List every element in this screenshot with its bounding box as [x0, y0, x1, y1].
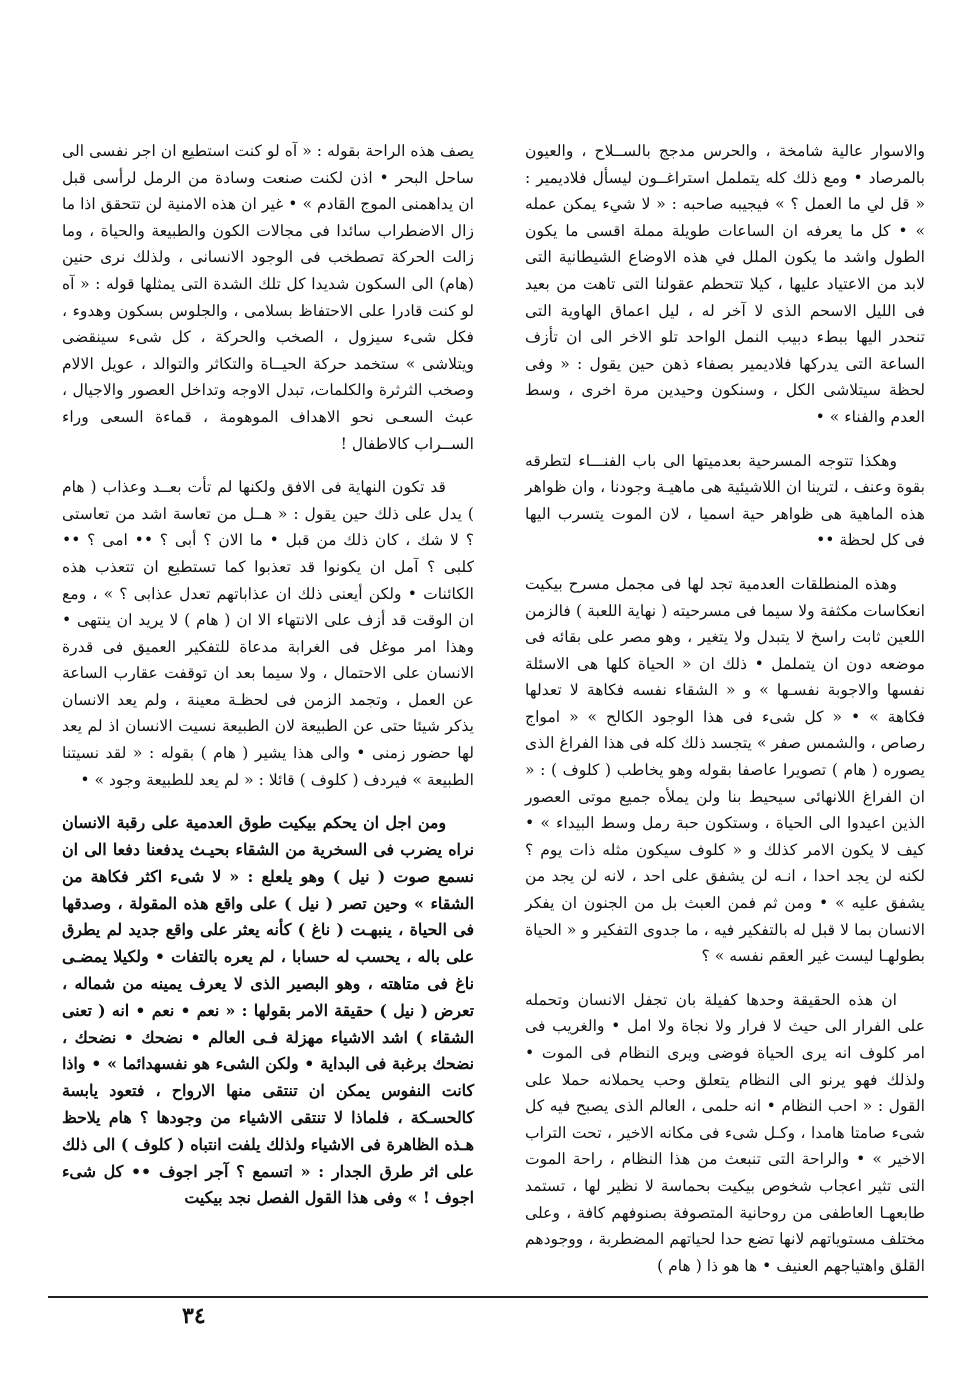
right-column — [525, 138, 925, 1296]
paragraph: وهذه المنطلقات العدمية تجد لها فى مجمل مسرح بيكيت انعكاسات مكثفة ولا سيما فى مسرحيته ( نهاية اللعبة ) فالزمن اللعين ثابت راسخ لا يتبدل ولا يتغير ، وهو مصر على بقائه فى موضعه دون ان يتململ • ذلك ان « الحياة كلها هى الاسئلة نفسها والاجوبة نفسـها » و « الشقاء نفسه فكاهة لا تعدلها فكاهة » • « كل شىء فى هذا الوجود الكالح » « امواج رصاص ، والشمس صفر » يتجسد ذلك كله فى هذا الفراغ الذى يصوره ( هام ) تصويرا عاصفا بقوله وهو يخاطب ( كلوف ) : « ان الفراغ اللانهائى سيحيط بنا ولن يملأه جميع موتى العصور الذين اعيدوا الى الحياة ، وستكون حبة رمل وسط البيداء » • كيف لا يكون الامر كذلك و « كلوف سيكون مثله ذات يوم ؟ لكنه لن يجد احدا ، انـه لن يشفق على احد ، لانه لن يجد من يشفق عليه » • ومن ثم فمن العبث بل من الجنون ان يفكر الانسان بما لا قبل له بالتفكير فيه ، ما جدوى التفكير و « الحياة بطولهـا ليست غير العقم نفسه » ؟ — [525, 574, 925, 966]
paragraph: قد تكون النهاية فى الافق ولكنها لم تأت بعــد وعذاب ( هام ) يدل على ذلك حين يقول : « هــل من تعاسة اشد من تعاستى ؟ لا شك ، كان ذلك من قبل • ما الان ؟ أبى ؟ •• امى ؟ •• كلبى ؟ آمل ان يكونوا قد تعذبوا كما تستطيع ان تتعذب هذه الكائنات • ولكن أيعنى ذلك ان عذاباتهم تعدل عذابى ؟ » ، ومع ان الوقت قد أزف على الانتهاء الا ان ( هام ) لا يريد ان ينتهى • وهذا امر موغل فى الغرابة مدعاة للتفكير العميق فى قدرة الانسان على الاحتمال ، ولا سيما بعد ان توقفت عقارب الساعة عن العمل ، وتجمد الزمن فى لحظـة معينة ، ولم يعد الانسان يذكر شيئا حتى عن الطبيعة لان الطبيعة نسيت الانسان اذ لم يعد لها حضور زمنى • والى هذا يشير ( هام ) بقوله : « لقد نسيتنا الطبيعة » فيردف ( كلوف ) قائلا : « لم يعد للطبيعة وجود » • — [62, 478, 474, 789]
left-column — [62, 138, 474, 1229]
footer-divider — [48, 1296, 928, 1298]
page-number: ٣٤ — [182, 1303, 206, 1329]
paragraph: والاسوار عالية شامخة ، والحرس مدجج بالســلاح ، والعيون بالمرصاد • ومع ذلك كله يتململ استراغــون ليسأل فلاديمير : « قل لي ما العمل ؟ » فيجيبه صاحبه : « لا شيء يمكن عمله » • كل ما يعرفه ان الساعات طويلة مملة اقسى ما يكون الطول واشد ما يكون الملل في هذه الاوضاع الشيطانية التى لابد من الاعتياد عليها ، كيلا تتحطم عقولنا التى تاهت من بعيد فى الليل الاسحم الذى لا آخر له ، ليل اعماق الهاوية التى تنحدر اليها ببطء دبيب النمل الواحد تلو الاخر الى ان تأزف الساعة التى يدركها فلاديمير بصفاء ذهن حين يقول : « وفى لحظة سيتلاشى الكل ، وسنكون وحيدين مرة اخرى ، وسط العدم والفناء » • — [525, 142, 925, 426]
paragraph: وهكذا تتوجه المسرحية بعدميتها الى باب الفنـــاء لتطرقه بقوة وعنف ، لترينا ان اللاشيئية هى ماهيـة وجودنا ، وان ظواهر هذه الماهية هى ظواهر حية اسميا ، لان الموت يتسرب اليها فى كل لحظة •• — [525, 451, 925, 550]
bold-paragraph: ومن اجل ان يحكم بيكيت طوق العدمية على رقبة الانسان نراه يضرب فى السخرية من الشقاء بحيـث يدفعنا دفعا الى ان نسمع صوت ( نيل ) وهو يلعلع : « لا شىء اكثر فكاهة من الشقاء » وحين تصر ( نيل ) على واقع هذه المقولة ، وصدقها فى الحياة ، ينبهـت ( ناغ ) كأنه يعثر على واقع جديد لم يطرق على باله ، يحسب له حسابا ، لم يعره بالتفات • ولكيلا يمضـى ناغ فى متاهته ، وهو البصير الذى لا يعرف يمينه من شماله ، تعرض ( نيل ) حقيقة الامر بقولها : « نعم • نعم • انه ( تعنى الشقاء ) اشد الاشياء مهزلة فـى العالم • نضحك • نضحك ، نضحك برغبة فى البداية • ولكن الشىء هو نفسهدائما » • واذا كانت النفوس يمكن ان تنتقى منها الارواح ، فتعود يابسة كالحسـكة ، فلماذا لا تنتقى الاشياء من وجودها ؟ هام يلاحظ هـذه الظاهرة فى الاشياء ولذلك يلفت انتباه ( كلوف ) الى ذلك على اثر طرق الجدار : « اتسمع ؟ آجر اجوف •• كل شىء اجوف ! » وفى هذا القول الفصل نجد بيكيت — [62, 813, 474, 1208]
paragraph: يصف هذه الراحة بقوله : « آه لو كنت استطيع ان اجر نفسى الى ساحل البحر • اذن لكنت صنعت وسادة من الرمل لرأسى قبل ان يداهمنى الموج القادم » • غير ان هذه الامنية لن تتحقق اذا ما زال الاضطراب سائدا فى مجالات الكون والطبيعة والحياة ، وما زالت الحركة تصطخب فى الوجود الانسانى ، ولذلك نرى حنين (هام) الى السكون شديدا كل تلك الشدة التى يمثلها قوله : « آه لو كنت قادرا على الاحتفاظ بسلامى ، والجلوس بسكون وهدوء ، فكل شىء سيزول ، الصخب والحركة ، كل شىء سينقضى ويتلاشى » ستخمد حركة الحيــاة والتكاثر والتوالد ، عويل الالام وصخب الثرثرة والكلمات، تبدل الاوجه وتداخل العصور والاجيال ، عبث السعـى نحو الاهداف الموهومة ، قماءة السعى وراء الســراب كالاطفال ! — [62, 142, 474, 453]
paragraph: ان هذه الحقيقة وحدها كفيلة بان تجفل الانسان وتحمله على الفرار الى حيث لا فرار ولا نجاة ولا امل • والغريب فى امر كلوف انه يرى الحياة فوضى ويرى النظام فى الموت • ولذلك فهو يرنو الى النظام يتعلق وحب يحملانه حملا على القول : « احب النظام • انه حلمى ، العالم الذى يصبح فيه كل شىء صامتا هامدا ، وكـل شىء فى مكانه الاخير ، تحت التراب الاخير » • والراحة التى تنبعث من هذا النظام ، راحة الموت التى تثير اعجاب شخوص بيكيت بحماسة لا نظير لها ، تستمد طابعهـا العاطفى من روحانية المتصوفة بصنوفهم كافة ، وعلى مختلف مستوياتهم لانها تضع حدا لحياتهم المضطربة ، ووجودهم القلق واهتياجهم العنيف • ها هو ذا ( هام ) — [525, 990, 925, 1275]
